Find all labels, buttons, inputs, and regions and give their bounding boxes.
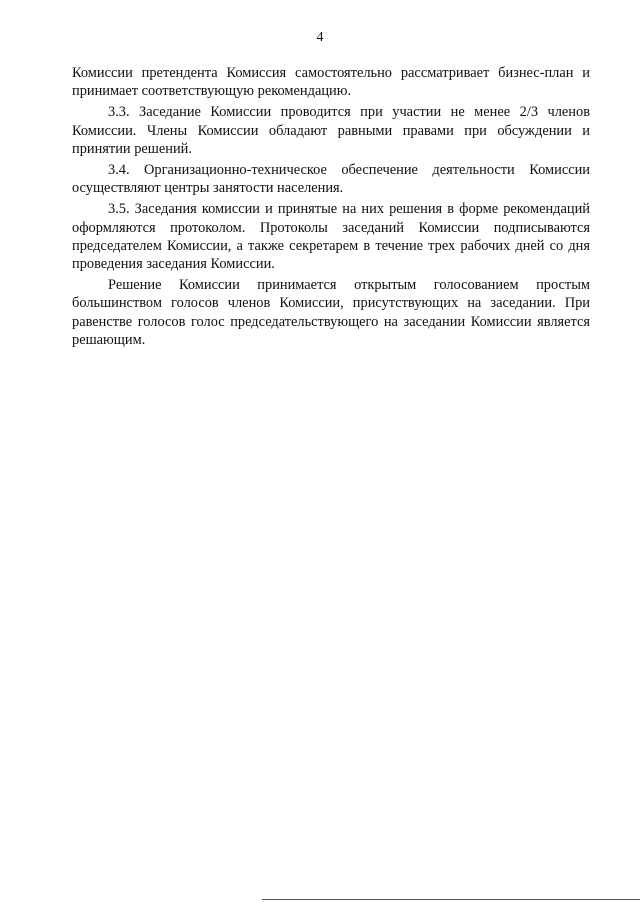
document-body [72, 64, 590, 352]
paragraph-3-5: 3.5. Заседания комиссии и принятые на них решения в форме рекомендаций оформляются протоколом. Протоколы заседаний Комиссии подписываются председателем Комиссии, а также секретарем в течение трех рабочих дней со дня проведения заседания Комиссии. [72, 201, 590, 273]
paragraph-3-4: 3.4. Организационно-техническое обеспечение деятельности Комиссии осуществляют центры занятости населения. [72, 162, 590, 197]
footer-rule [262, 899, 640, 900]
paragraph-3-3: 3.3. Заседание Комиссии проводится при участии не менее 2/3 членов Комиссии. Члены Комиссии обладают равными правами при обсуждении и принятии решений. [72, 104, 590, 157]
paragraph-decision: Решение Комиссии принимается открытым голосованием простым большинством голосов членов Комиссии, присутствующих на заседании. При равенстве голосов голос председательствующего на заседании Комиссии является решающим. [72, 277, 590, 348]
page-number: 4 [316, 30, 324, 45]
paragraph-continuation: Комиссии претендента Комиссия самостоятельно рассматривает бизнес-план и принимает соответствующую рекомендацию. [72, 65, 590, 100]
